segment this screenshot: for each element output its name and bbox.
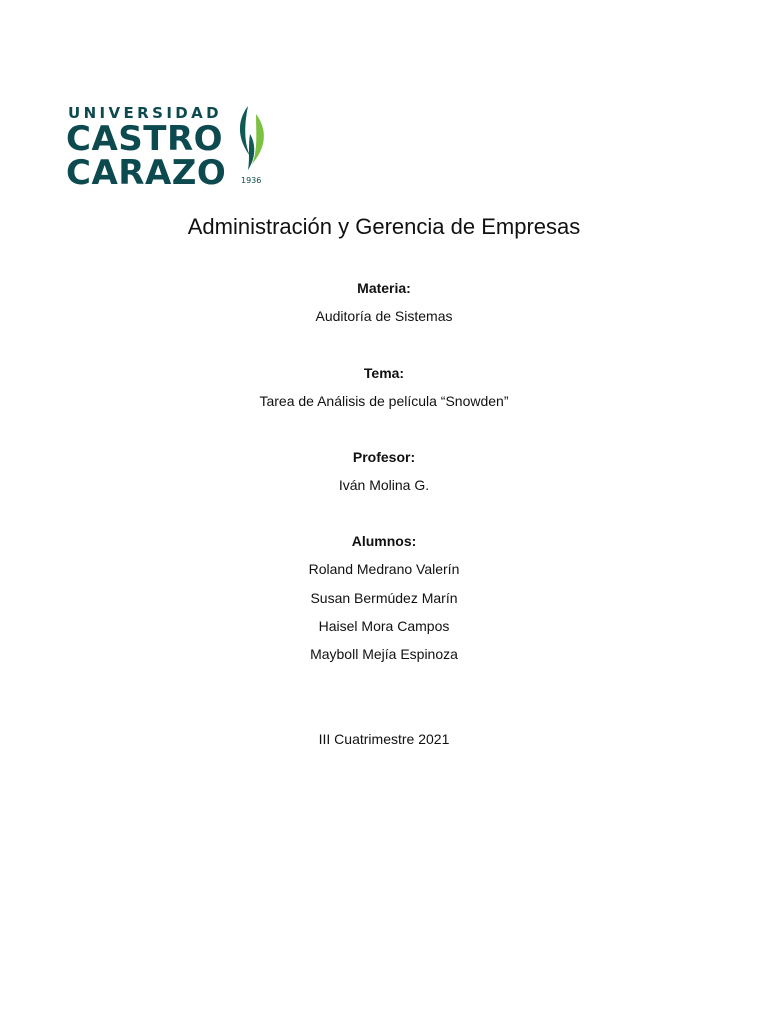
logo-carazo-text: CARAZO bbox=[66, 153, 227, 193]
profesor-value: Iván Molina G. bbox=[338, 477, 430, 493]
alumno-name: Susan Bermúdez Marín bbox=[310, 590, 458, 606]
alumno-name: Haisel Mora Campos bbox=[318, 618, 450, 634]
tema-value: Tarea de Análisis de película “Snowden” bbox=[259, 393, 509, 409]
alumno-name: Mayboll Mejía Espinoza bbox=[310, 646, 458, 662]
materia-label: Materia: bbox=[357, 280, 411, 296]
leaf-flame-icon bbox=[234, 104, 270, 174]
alumnos-label: Alumnos: bbox=[351, 533, 417, 549]
tema-label: Tema: bbox=[363, 365, 405, 381]
document-title: Administración y Gerencia de Empresas bbox=[187, 214, 581, 239]
logo-year: 1936 bbox=[241, 176, 262, 185]
profesor-label: Profesor: bbox=[352, 449, 416, 465]
logo-university-text: UNIVERSIDAD bbox=[68, 104, 223, 122]
logo-castro-text: CASTRO bbox=[66, 119, 224, 159]
academic-period: III Cuatrimestre 2021 bbox=[318, 731, 450, 747]
materia-value: Auditoría de Sistemas bbox=[315, 308, 453, 324]
university-logo bbox=[66, 98, 278, 196]
alumno-name: Roland Medrano Valerín bbox=[308, 561, 460, 577]
